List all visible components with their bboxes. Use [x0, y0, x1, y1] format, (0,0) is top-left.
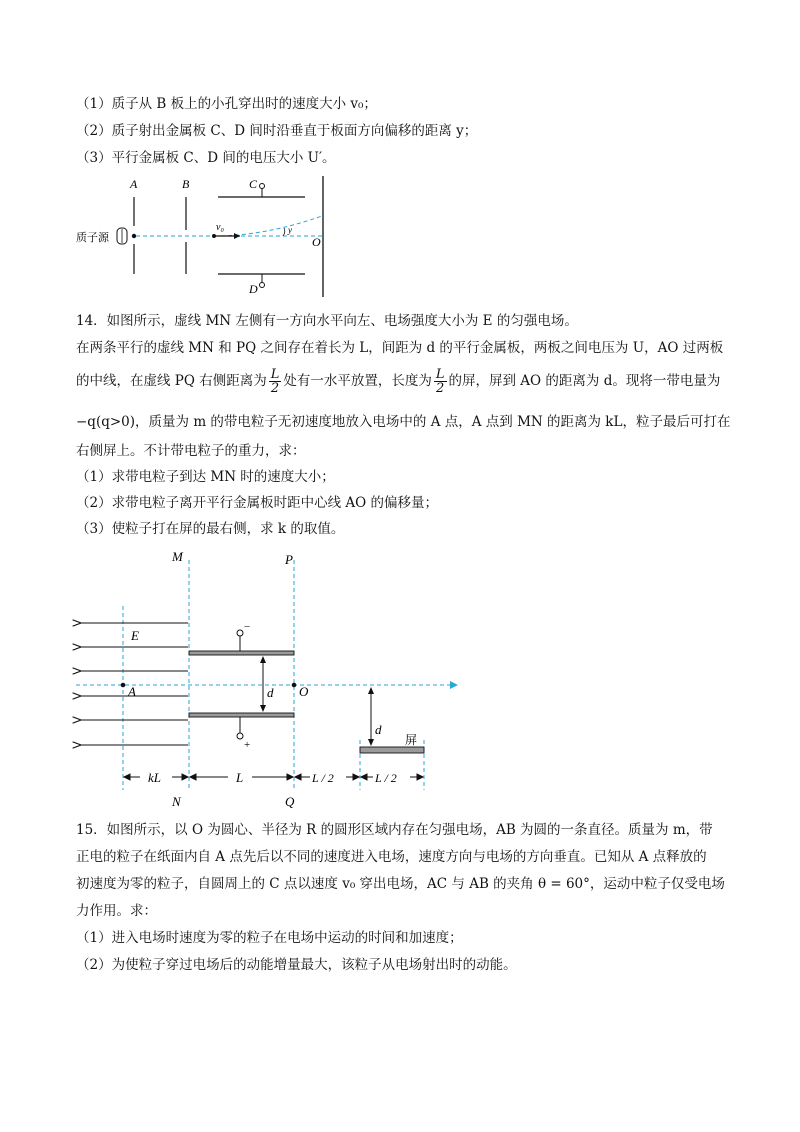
q14-label-A: A — [128, 684, 136, 699]
q13-item-1: （1）质子从 B 板上的小孔穿出时的速度大小 v₀； — [76, 96, 377, 112]
q14-label-M: M — [172, 549, 183, 564]
q15-line-2: 正电的粒子在纸面内自 A 点先后以不同的速度进入电场，速度方向与电场的方向垂直。已知从 A 点释放的 — [76, 849, 707, 865]
q14-item-1: （1）求带电粒子到达 MN 时的速度大小； — [76, 469, 335, 485]
q14-dim-L2-first: L / 2 — [312, 771, 334, 785]
q13-item-2: （2）质子射出金属板 C、D 间时沿垂直于板面方向偏移的距离 y； — [76, 123, 478, 139]
q14-label-d-screen: d — [375, 722, 382, 737]
q13-item-3: （3）平行金属板 C、D 间的电压大小 U′。 — [76, 150, 336, 166]
q14-terminal-top — [237, 630, 243, 636]
q14-label-minus: − — [244, 621, 251, 633]
q15-line-3: 初速度为零的粒子，自圆周上的 C 点以速度 v₀ 穿出电场，AC 与 AB 的夹角 θ = 60°，运动中粒子仅受电场 — [76, 876, 725, 892]
q14-fraction-2: $\frac{L}{2}$ — [435, 367, 445, 396]
q14-label-Q: Q — [285, 794, 295, 809]
q13-label-A: A — [130, 177, 138, 191]
q13-label-O: O — [312, 235, 321, 249]
q14-label-screen: 屏 — [405, 733, 418, 747]
q14-screen — [360, 747, 424, 753]
q14-label-N: N — [172, 794, 181, 809]
q15-line-1: 15．如图所示，以 O 为圆心、半径为 R 的圆形区域内存在匀强电场，AB 为圆的一条直径。质量为 m，带 — [76, 822, 713, 838]
q14-plate-bottom — [189, 713, 294, 717]
q14-line-2: 在两条平行的虚线 MN 和 PQ 之间存在着长为 L，间距为 d 的平行金属板，两板之间电压为 U，AO 过两板 — [76, 340, 724, 356]
q14-item-3: （3）使粒子打在屏的最右侧，求 k 的取值。 — [76, 521, 345, 537]
q13-label-B: B — [182, 177, 190, 191]
q14-dim-L2-second: L / 2 — [375, 771, 397, 785]
q13-terminal-D — [260, 283, 265, 288]
q13-label-v0: v₀ — [216, 222, 224, 233]
q14-line-3a: 的中线，在虚线 PQ 右侧距离为 — [76, 373, 267, 389]
q13-label-C: C — [249, 177, 258, 191]
q14-label-O: O — [299, 684, 309, 699]
q14-label-plus: + — [244, 739, 251, 751]
q14-figure — [0, 545, 800, 810]
q14-line-1: 14．如图所示，虚线 MN 左侧有一方向水平向左、电场强度大小为 E 的匀强电场。 — [76, 313, 578, 329]
q14-item-2: （2）求带电粒子离开平行金属板时距中心线 AO 的偏移量； — [76, 495, 438, 511]
q13-label-source: 质子源 — [76, 232, 109, 244]
q14-dim-kL: kL — [148, 770, 161, 785]
q14-line-4: −q(q>0)，质量为 m 的带电粒子无初速度地放入电场中的 A 点，A 点到 MN 的距离为 kL，粒子最后可打在 — [76, 414, 731, 430]
q14-terminal-bottom — [237, 733, 243, 739]
q14-point-O — [292, 683, 297, 688]
q14-point-A — [121, 683, 126, 688]
q13-terminal-C — [260, 184, 265, 189]
q13-figure — [0, 172, 800, 302]
q13-label-D: D — [249, 282, 258, 296]
q14-plate-top — [189, 651, 294, 655]
q14-line-5: 右侧屏上。不计带电粒子的重力，求： — [76, 443, 306, 459]
q14-label-d-plates: d — [267, 685, 274, 700]
q14-line-3c: 的屏，屏到 AO 的距离为 d。现将一带电量为 — [448, 373, 721, 389]
q14-line-3b: 处有一水平放置，长度为 — [283, 373, 432, 389]
q14-line-3 — [76, 366, 720, 396]
q15-line-4: 力作用。求： — [76, 903, 157, 919]
q14-dim-L: L — [236, 770, 244, 785]
q14-fraction-1: $\frac{L}{2}$ — [270, 367, 280, 396]
q15-item-1: （1）进入电场时速度为零的粒子在电场中运动的时间和加速度； — [76, 930, 463, 946]
q13-label-y: y — [288, 225, 292, 235]
q13-trajectory — [214, 216, 322, 236]
q14-label-P: P — [285, 552, 293, 567]
q15-item-2: （2）为使粒子穿过电场后的动能增量最大，该粒子从电场射出时的动能。 — [76, 957, 517, 973]
q14-label-E: E — [131, 628, 139, 643]
